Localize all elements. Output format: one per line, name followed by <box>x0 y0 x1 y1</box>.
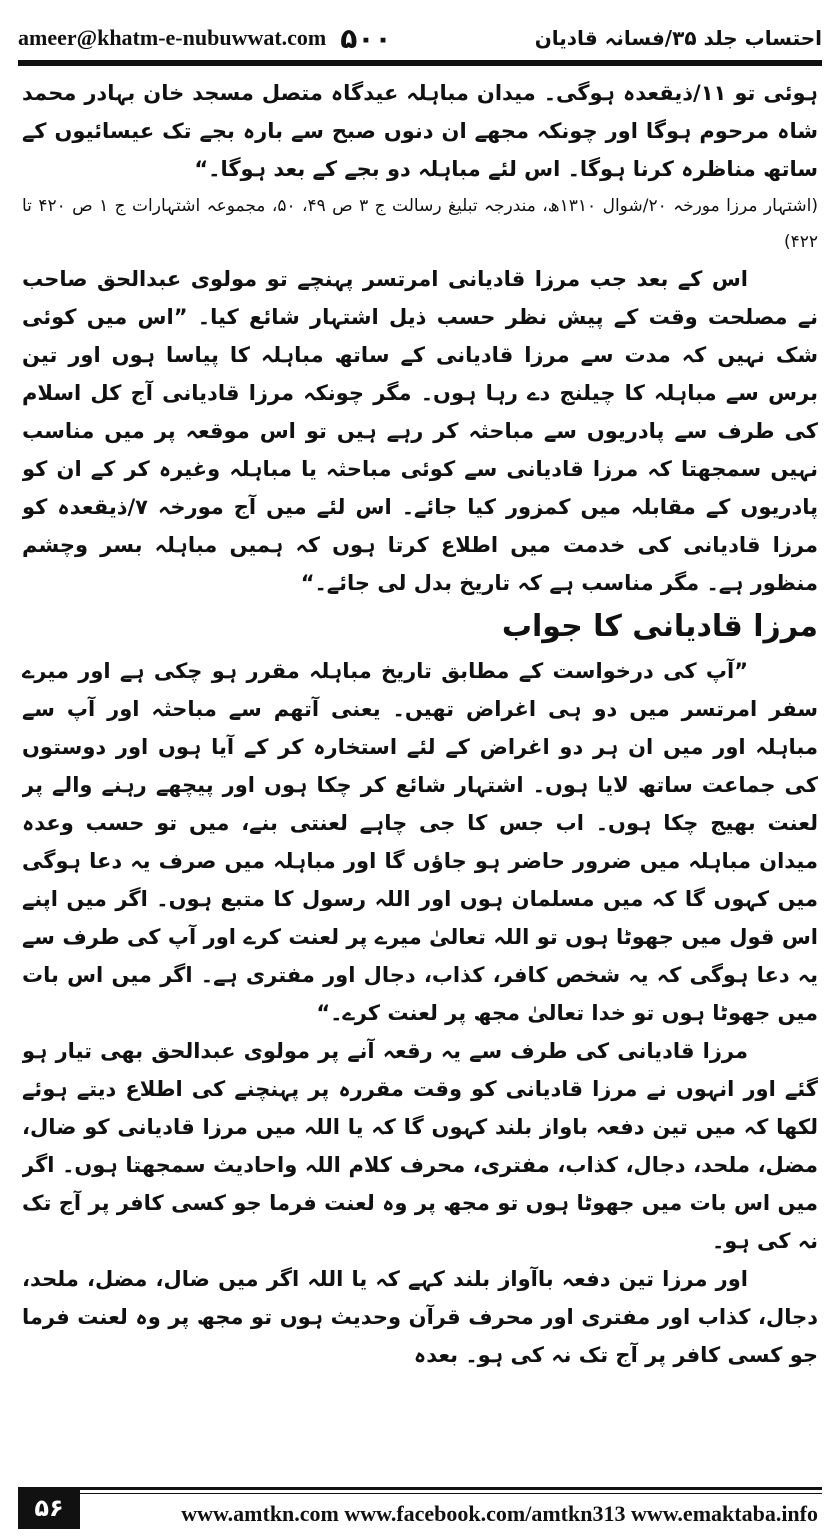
footer-page-number: ۵۶ <box>18 1487 80 1529</box>
paragraph-5: اور مرزا تین دفعہ باآواز بلند کہے کہ یا اللہ اگر میں ضال، مضل، ملحد، دجال، کذاب اور مفتری اور محرف قرآن وحدیث ہوں تو مجھ پر وہ لعنت فرما جو کسی کافر پر آج تک نہ کی ہو۔ بعدہ <box>22 1267 818 1367</box>
page-body <box>22 74 818 1476</box>
paragraph-1: ہوئی تو ۱۱/ذیقعدہ ہوگی۔ میدان مباہلہ عیدگاہ متصل مسجد خان بہادر محمد شاہ مرحوم ہوگا اور چونکہ مجھے ان دنوں صبح سے بارہ بجے تک عیسائیوں کے ساتھ مناظرہ کرنا ہوگا۔ اس لئے مباہلہ دو بجے کے بعد ہوگا۔“ <box>22 81 818 181</box>
page-header <box>18 18 822 58</box>
page-footer <box>18 1484 822 1532</box>
footer-rule <box>80 1487 822 1494</box>
paragraph-3: ”آپ کی درخواست کے مطابق تاریخ مباہلہ مقرر ہو چکی ہے اور میرے سفر امرتسر میں دو ہی اغراض تھیں۔ یعنی آتھم سے مباحثہ اور آپ سے مباہلہ اور میں ان ہر دو اغراض کے لئے استخارہ کر کے آیا ہوں اور دوستوں کی جماعت ساتھ لایا ہوں۔ اشتہار شائع کر چکا ہوں اور پیچھے رہنے والے پر لعنت بھیج چکا ہوں۔ اب جس کا جی چاہے لعنتی بنے، میں تو حسب وعدہ میدان مباہلہ میں ضرور حاضر ہو جاؤں گا اور مباہلہ میں صرف یہ دعا ہوگی میں کہوں گا کہ میں مسلمان ہوں اور اللہ رسول کا متبع ہوں۔ اگر میں اپنے اس قول میں جھوٹا ہوں تو اللہ تعالیٰ میرے پر لعنت کرے اور آپ کی طرف سے یہ دعا ہوگی کہ یہ شخص کافر، کذاب، دجال اور مفتری ہے۔ اگر میں اس بات میں جھوٹا ہوں تو خدا تعالیٰ مجھ پر لعنت کرے۔“ <box>22 659 818 1025</box>
header-rule <box>18 60 822 66</box>
header-email: ameer@khatm-e-nubuwwat.com <box>18 25 327 50</box>
header-left <box>18 22 392 55</box>
footer-websites: www.amtkn.com www.facebook.com/amtkn313 www.emaktaba.info <box>181 1501 818 1526</box>
running-title: احتساب جلد ۳۵/فسانہ قادیان <box>534 26 822 50</box>
footer-band <box>80 1487 822 1529</box>
header-page-number: ۵۰۰ <box>340 21 392 55</box>
paragraph-4: مرزا قادیانی کی طرف سے یہ رقعہ آنے پر مولوی عبدالحق بھی تیار ہو گئے اور انہوں نے مرزا قادیانی کو وقت مقررہ پر پہنچنے کی اطلاع دیتے ہوئے لکھا کہ میں تین دفعہ باواز بلند کہوں گا کہ یا اللہ میں مرزا قادیانی کو ضال، مضل، ملحد، دجال، کذاب، مفتری، محرف کلام اللہ واحادیث سمجھتا ہوں۔ اگر میں اس بات میں جھوٹا ہوں تو مجھ پر وہ لعنت فرما جو کسی کافر پر آج تک نہ کی ہو۔ <box>22 1039 818 1253</box>
section-heading: مرزا قادیانی کا جواب <box>501 609 818 644</box>
reference-citation: (اشتہار مرزا مورخہ ۲۰/شوال ۱۳۱۰ھ، مندرجہ تبلیغ رسالت ج ۳ ص ۴۹، ۵۰، مجموعہ اشتہارات ج ۱ ص ۴۲۰ تا ۴۲۲) <box>22 196 818 252</box>
paragraph-2: اس کے بعد جب مرزا قادیانی امرتسر پہنچے تو مولوی عبدالحق صاحب نے مصلحت وقت کے پیش نظر حسب ذیل اشتہار شائع کیا۔ ”اس میں کوئی شک نہیں کہ مدت سے مرزا قادیانی کے ساتھ مباہلہ کا پیاسا ہوں اور تین برس سے مباہلہ کا چیلنج دے رہا ہوں۔ مگر چونکہ مرزا قادیانی آج کل اسلام کی طرف سے پادریوں سے مباحثہ کر رہے ہیں تو اس موقعہ پر میں مناسب نہیں سمجھتا کہ مرزا قادیانی سے کوئی مباحثہ یا مباہلہ وغیرہ کر کے ان کو پادریوں کے مقابلہ میں کمزور کیا جائے۔ اس لئے میں آج مورخہ ۷/ذیقعدہ کو مرزا قادیانی کی خدمت میں اطلاع کرتا ہوں کہ ہمیں مباہلہ بسر وچشم منظور ہے۔ مگر مناسب ہے کہ تاریخ بدل لی جائے۔“ <box>22 267 818 595</box>
